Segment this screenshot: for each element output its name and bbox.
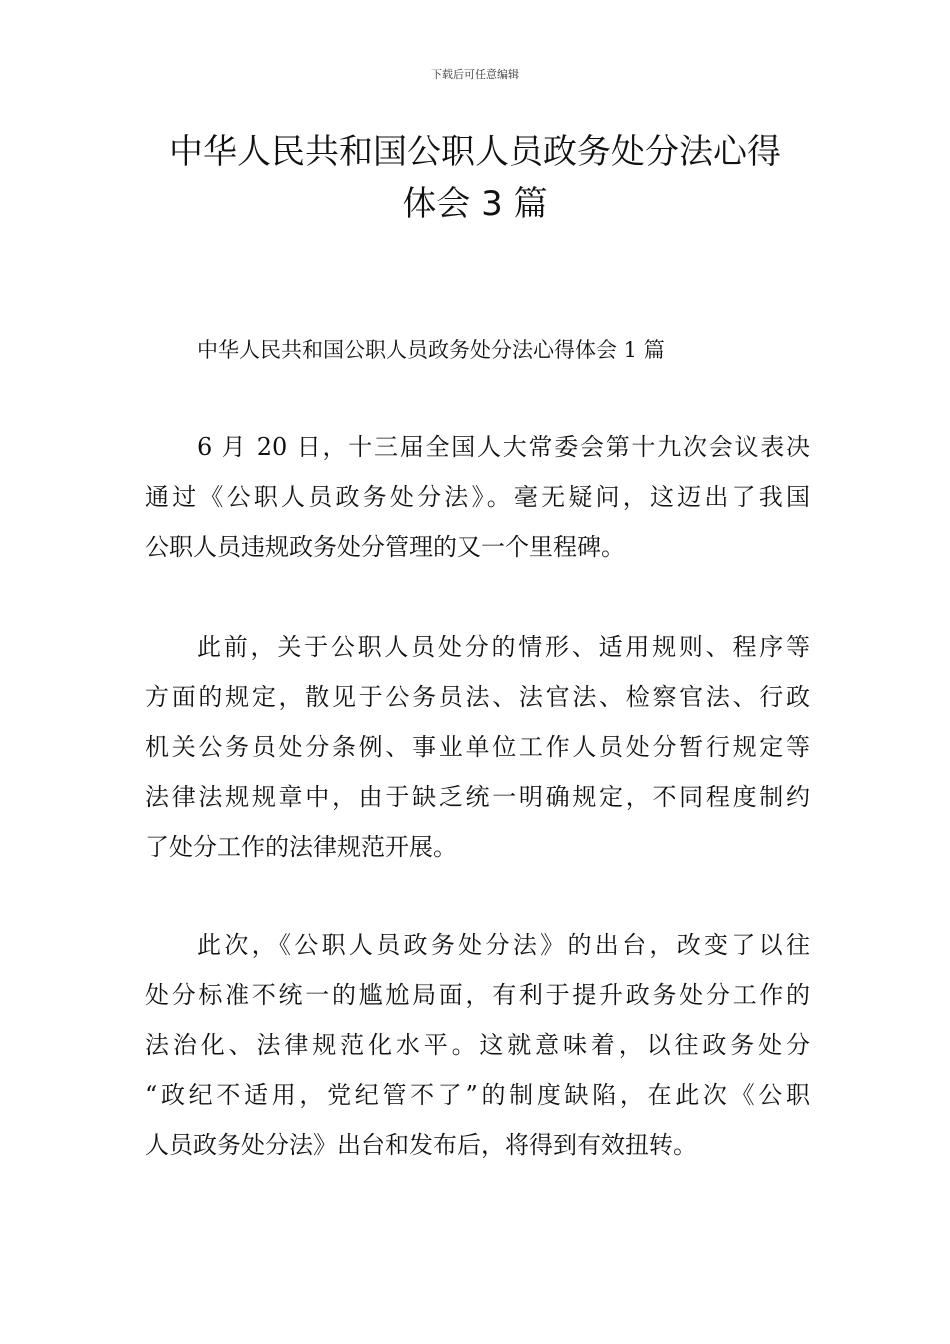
paragraph-line: 方面的规定，散见于公务员法、法官法、检察官法、行政 — [145, 683, 810, 711]
paragraph-line: 了处分工作的法律规范开展。 — [145, 833, 457, 861]
section-heading: 中华人民共和国公职人员政务处分法心得体会 1 篇 — [197, 338, 665, 362]
paragraph-3 — [145, 920, 810, 1170]
paragraph-2 — [145, 622, 810, 872]
paragraph-1 — [145, 422, 810, 572]
header-note: 下载后可任意编辑 — [431, 68, 519, 81]
paragraph-line: 法治化、法律规范化水平。这就意味着，以往政务处分 — [145, 1031, 810, 1059]
document-title-line-2: 体会 3 篇 — [402, 184, 548, 224]
paragraph-line: 公职人员违规政务处分管理的又一个里程碑。 — [145, 533, 625, 561]
document-title — [140, 126, 810, 230]
paragraph-line: 6 月 20 日，十三届全国人大常委会第十九次会议表决 — [197, 433, 810, 461]
paragraph-line: 此前，关于公职人员处分的情形、适用规则、程序等 — [197, 633, 810, 661]
paragraph-line: 机关公务员处分条例、事业单位工作人员处分暂行规定等 — [145, 733, 810, 761]
paragraph-line: 法律法规规章中，由于缺乏统一明确规定，不同程度制约 — [145, 783, 810, 811]
paragraph-line: 人员政务处分法》出台和发布后，将得到有效扭转。 — [145, 1131, 697, 1159]
document-title-line-1: 中华人民共和国公职人员政务处分法心得 — [169, 132, 781, 172]
paragraph-line: “政纪不适用，党纪管不了”的制度缺陷，在此次《公职 — [145, 1081, 810, 1109]
paragraph-line: 通过《公职人员政务处分法》。毫无疑问，这迈出了我国 — [145, 483, 810, 511]
paragraph-line: 此次，《公职人员政务处分法》的出台，改变了以往 — [197, 931, 810, 959]
paragraph-line: 处分标准不统一的尴尬局面，有利于提升政务处分工作的 — [145, 981, 810, 1009]
